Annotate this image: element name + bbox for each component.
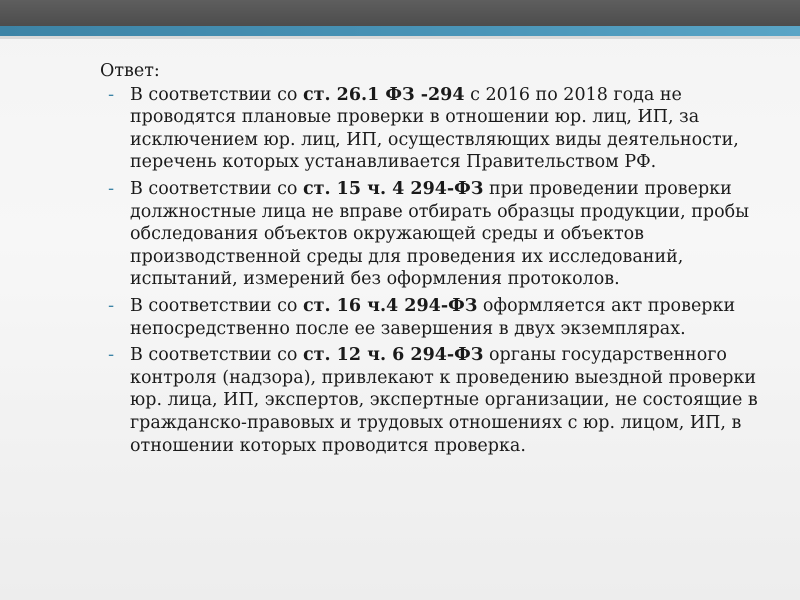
item-text-before: В соответствии со: [130, 84, 303, 105]
answer-label: Ответ:: [100, 61, 160, 81]
item-text-after: оформляется акт проверки непосредственно после ее завершения в двух экземплярах.: [130, 295, 736, 339]
item-text-before: В соответствии со: [130, 345, 303, 366]
top-accent-bar: [0, 26, 800, 36]
slide-content: [100, 60, 760, 461]
top-bar: [0, 0, 800, 26]
law-reference: ст. 26.1 ФЗ -294: [303, 84, 465, 105]
answer-list: [100, 84, 760, 458]
law-reference: ст. 16 ч.4 294-ФЗ: [303, 295, 478, 316]
law-reference: ст. 15 ч. 4 294-ФЗ: [303, 178, 484, 199]
dash-bullet-icon: -: [108, 295, 115, 316]
law-reference: ст. 12 ч. 6 294-ФЗ: [303, 345, 484, 366]
item-text-before: В соответствии со: [130, 178, 303, 199]
dash-bullet-icon: -: [108, 178, 115, 199]
list-item: [100, 178, 760, 291]
list-item: [100, 344, 760, 457]
dash-bullet-icon: -: [108, 84, 115, 105]
item-text-after: при проведении проверки должностные лица не вправе отбирать образцы продукции, пробы обследования объектов окружающей среды и объектов производственной среды для проведения их исследований, испытаний, измерений без оформления протоколов.: [130, 178, 750, 290]
item-text-after: органы государственного контроля (надзора), привлекают к проведению выездной проверки юр. лица, ИП, экспертов, экспертные организации, не состоящие в гражданско-правовых и трудовых отношениях с юр. лицом, ИП, в отношении которых проводится проверка.: [130, 345, 758, 456]
list-item: [100, 295, 760, 340]
item-text-after: с 2016 по 2018 года не проводятся плановые проверки в отношении юр. лиц, ИП, за исключением юр. лиц, ИП, осуществляющих виды деятельности, перечень которых устанавливается Правительством РФ.: [130, 84, 739, 173]
item-text-before: В соответствии со: [130, 295, 303, 316]
top-divider: [0, 36, 800, 39]
list-item: [100, 84, 760, 174]
dash-bullet-icon: -: [108, 345, 115, 366]
